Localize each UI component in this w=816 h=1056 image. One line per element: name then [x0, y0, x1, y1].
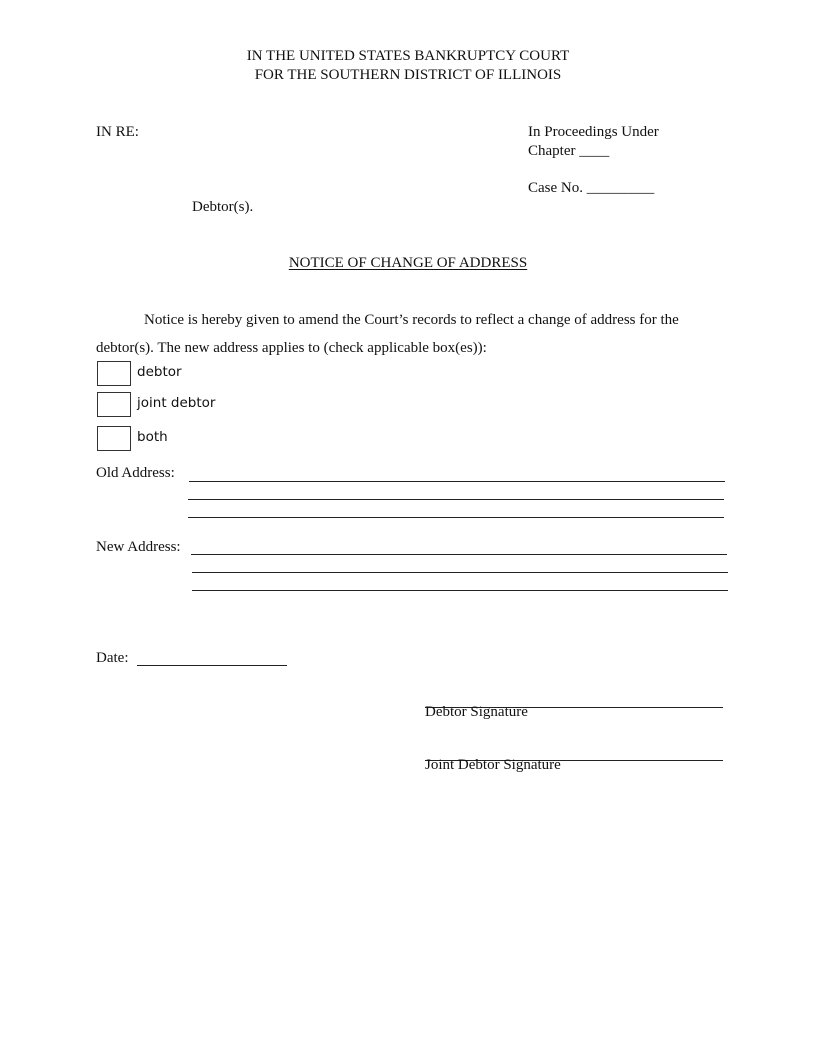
old-address-line-1[interactable] [189, 481, 725, 482]
proceedings-label: In Proceedings Under [528, 124, 659, 140]
date-field-line[interactable] [137, 665, 287, 666]
new-address-label: New Address: [96, 539, 181, 555]
old-address-line-2[interactable] [188, 499, 724, 500]
checkbox-joint-debtor-label: joint debtor [137, 395, 216, 411]
checkbox-debtor[interactable] [97, 361, 131, 386]
chapter-field[interactable]: Chapter ____ [528, 143, 610, 159]
notice-body-line1: Notice is hereby given to amend the Court’s records to reflect a change of address for the [144, 312, 679, 328]
debtor-signature-label: Debtor Signature [425, 704, 528, 720]
case-number-field[interactable]: Case No. _________ [528, 180, 655, 196]
old-address-label: Old Address: [96, 465, 175, 481]
joint-debtor-signature-label: Joint Debtor Signature [425, 757, 561, 773]
checkbox-both-label: both [137, 429, 168, 445]
court-title-line2: FOR THE SOUTHERN DISTRICT OF ILLINOIS [254, 67, 562, 83]
court-title-line1: IN THE UNITED STATES BANKRUPTCY COURT [246, 48, 570, 64]
checkbox-debtor-label: debtor [137, 364, 182, 380]
new-address-line-1[interactable] [191, 554, 727, 555]
checkbox-joint-debtor[interactable] [97, 392, 131, 417]
notice-title: NOTICE OF CHANGE OF ADDRESS [288, 255, 528, 271]
debtors-label: Debtor(s). [192, 199, 254, 215]
old-address-line-3[interactable] [188, 517, 724, 518]
new-address-line-2[interactable] [192, 572, 728, 573]
in-re-label: IN RE: [96, 124, 139, 140]
notice-body-line2: debtor(s). The new address applies to (check applicable box(es)): [96, 340, 487, 356]
date-label: Date: [96, 650, 129, 666]
checkbox-both[interactable] [97, 426, 131, 451]
new-address-line-3[interactable] [192, 590, 728, 591]
